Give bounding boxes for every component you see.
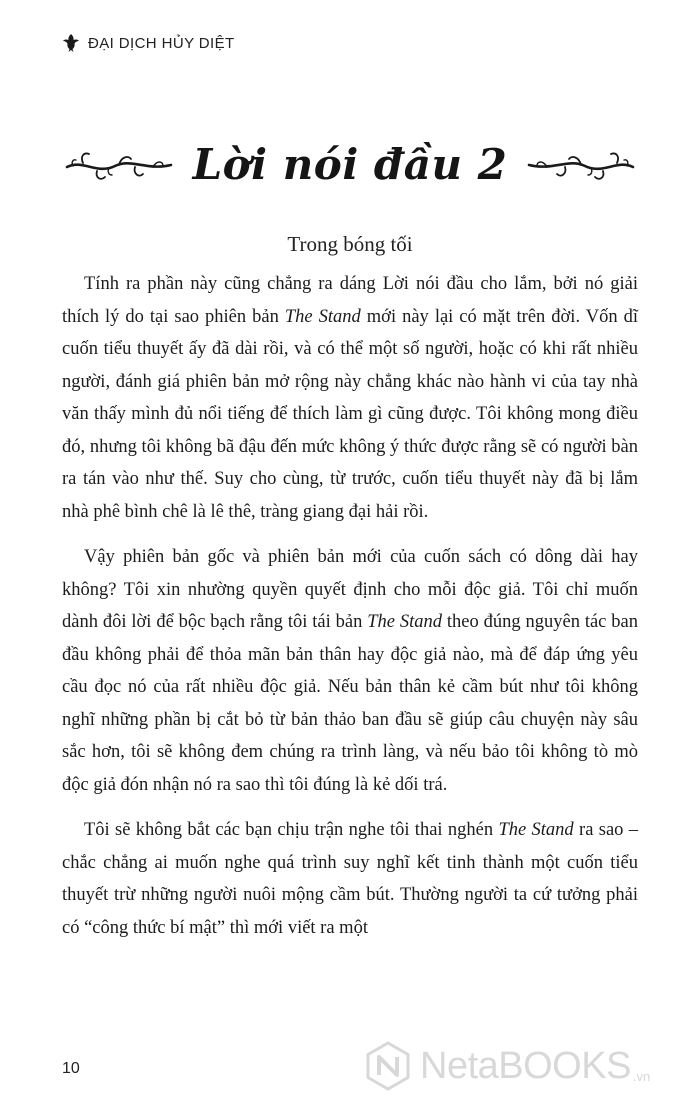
book-title-italic: The Stand (498, 820, 574, 840)
netabooks-logo-icon (362, 1040, 414, 1092)
paragraph (62, 541, 638, 801)
book-title-italic: The Stand (284, 306, 361, 327)
book-title-italic: The Stand (367, 612, 442, 632)
branch-flourish-icon (525, 145, 637, 185)
chapter-subtitle: Trong bóng tối (287, 232, 413, 256)
book-title: ĐẠI DỊCH HỦY DIỆT (88, 34, 235, 52)
raven-icon (62, 33, 80, 53)
body-text (62, 268, 638, 957)
page-number: 10 (62, 1060, 80, 1077)
paragraph (62, 814, 638, 944)
branch-flourish-icon (63, 145, 175, 185)
paragraph (62, 268, 638, 528)
text-run: theo đúng nguyên tác ban đầu không phải để thỏa mãn bản thân hay độc giả nào, mà để đáp ứng yêu cầu đọc nó của rất nhiều độc giả. Nếu bản thân kẻ cầm bút như tôi không nghĩ những phần bị cắt bỏ từ bản thảo ban đầu sẽ giúp câu chuyện này sâu sắc hơn, tôi sẽ không đem chúng ra trình làng, và nếu bảo tôi không tò mò độc giả đón nhận nó ra sao thì tôi đúng là kẻ dối trá. (62, 612, 638, 795)
watermark-text: NetaBOOKS (420, 1044, 631, 1087)
chapter-heading (0, 140, 700, 189)
text-run: ra sao – chắc chẳng ai muốn nghe quá trình suy nghĩ kết tinh thành một cuốn tiểu thuyết trừ những người nuôi mộng cầm bút. Thường người ta cứ tưởng phải có “công thức bí mật” thì mới viết ra một (62, 820, 638, 938)
running-head (62, 33, 235, 53)
text-run: Tôi sẽ không bắt các bạn chịu trận nghe tôi thai nghén (84, 820, 499, 840)
watermark (362, 1040, 650, 1092)
text-run: Tính ra phần này cũng chẳng ra dáng Lời nói đầu cho lắm, bởi nó giải thích lý do tại sao phiên bản (62, 274, 638, 327)
text-run: mới này lại có mặt trên đời. Vốn dĩ cuốn tiểu thuyết ấy đã dài rồi, và có thể một số người, hoặc có khi rất nhiều người, đánh giá phiên bản mở rộng này chẳng khác nào hành vi của tay nhà văn thấy mình đủ nổi tiếng để thích làm gì cũng được. Tôi không mong điều đó, nhưng tôi không bã đậu đến mức không ý thức được rằng sẽ có người bàn ra tán vào như thế. Suy cho cùng, từ trước, cuốn tiểu thuyết này đã bị lắm nhà phê bình chê là lê thê, tràng giang đại hải rồi. (62, 306, 638, 522)
watermark-suffix: .vn (632, 1069, 651, 1084)
chapter-title: Lời nói đầu 2 (192, 140, 508, 189)
text-run: Vậy phiên bản gốc và phiên bản mới của cuốn sách có dông dài hay không? Tôi xin nhường quyền quyết định cho mỗi độc giả. Tôi chỉ muốn dành đôi lời để bộc bạch rằng tôi tái bản (62, 547, 638, 632)
